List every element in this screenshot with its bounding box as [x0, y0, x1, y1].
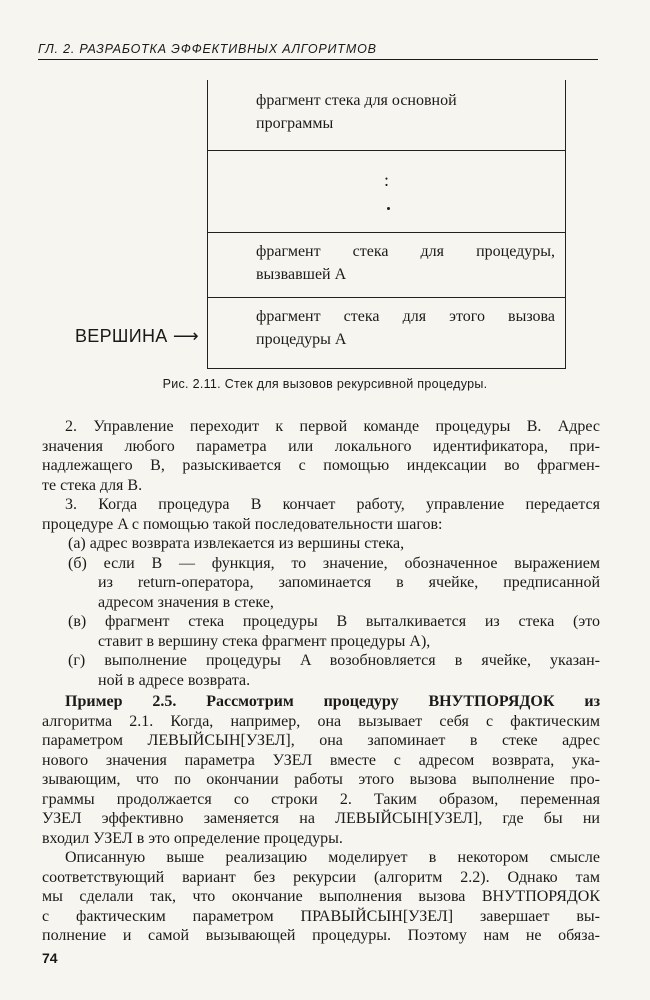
stack-cell-text: программы: [256, 115, 334, 132]
stack-cell-text: процедуры A: [256, 331, 347, 348]
running-head: ГЛ. 2. РАЗРАБОТКА ЭФФЕКТИВНЫХ АЛГОРИТМОВ: [38, 42, 598, 60]
text-line: процедуре A с помощью такой последовательности шагов:: [42, 515, 443, 533]
text-line: входил УЗЕЛ в это определение процедуры.: [42, 829, 343, 847]
list-item-continuation: из return-оператора, запоминается в ячейке, предписанной: [98, 574, 600, 591]
stack-cell-text: фрагмент стека для этого вызова: [256, 308, 555, 325]
text-line: зывающим, что по окончании работы этого вызова выполнение про-: [42, 771, 600, 788]
stack-cell-text: фрагмент стека для основной: [256, 92, 457, 109]
ellipsis-dot: [387, 207, 390, 210]
stack-top-label: ВЕРШИНА ⟶: [75, 326, 199, 346]
text-line: УЗЕЛ эффективно заменяется на ЛЕВЫЙСЫН[УЗЕЛ], где бы ни: [42, 810, 600, 827]
text-line: нового значения параметра УЗЕЛ вместе с адресом возврата, ука-: [42, 751, 600, 769]
vertical-ellipsis: :: [384, 170, 390, 190]
text-line: 3. Когда процедура B кончает работу, управление передается: [65, 496, 600, 513]
stack-cell-caller: [208, 232, 565, 302]
text-line: мы сделали так, что окончание выполнения вызова ВНУТПОРЯДОК: [42, 888, 600, 905]
list-item: (г) выполнение процедуры A возобновляется в ячейке, указан-: [68, 652, 600, 669]
text-line: алгоритма 2.1. Когда, например, она вызывает себя с фактическим: [42, 712, 600, 730]
stack-cell-text: фрагмент стека для процедуры,: [256, 243, 555, 260]
stack-cell-main-program: [208, 89, 565, 151]
list-item-continuation: ставит в вершину стека фрагмент процедуры A),: [98, 632, 431, 650]
text-line: те стека для B.: [42, 476, 143, 494]
text-line: с фактическим параметром ПРАВЫЙСЫН[УЗЕЛ] завершает вы-: [42, 907, 600, 925]
body-text-block-2: [42, 692, 600, 946]
list-item-continuation: адресом значения в стеке,: [98, 593, 274, 611]
text-line: полнение и самой вызывающей процедуры. Поэтому нам не обяза-: [42, 927, 600, 944]
figure-caption: Рис. 2.11. Стек для вызовов рекурсивной процедуры.: [162, 377, 488, 391]
example-heading-line: Пример 2.5. Рассмотрим процедуру ВНУТПОРЯДОК из: [65, 693, 600, 710]
list-item: (в) фрагмент стека процедуры B выталкивается из стека (это: [68, 613, 600, 630]
list-item: (а) адрес возврата извлекается из вершины стека,: [68, 535, 405, 552]
list-item-continuation: ной в адресе возврата.: [98, 671, 251, 689]
text-line: надлежащего B, разыскивается с помощью индексации во фрагмен-: [42, 457, 600, 474]
stack-diagram: [207, 80, 566, 369]
text-line: 2. Управление переходит к первой команде процедуры B. Адрес: [65, 418, 600, 435]
body-text-block-1: [42, 417, 600, 690]
text-line: граммы продолжается со строки 2. Таким образом, переменная: [42, 790, 600, 808]
text-line: значения любого параметра или локального идентификатора, при-: [42, 437, 600, 455]
stack-cell-text: вызвавшей A: [256, 266, 347, 283]
stack-cell-ellipsis: [208, 150, 565, 235]
text-line: соответствующий вариант без рекурсии (алгоритм 2.2). Однако там: [42, 868, 600, 886]
text-line: параметром ЛЕВЫЙСЫН[УЗЕЛ], она запоминает в стеке адрес: [42, 732, 600, 749]
text-line: Описанную выше реализацию моделирует в некотором смысле: [65, 849, 600, 866]
stack-cell-current-call: [208, 297, 565, 376]
page-number: 74: [42, 950, 58, 966]
list-item: (б) если B — функция, то значение, обозначенное выражением: [68, 554, 600, 572]
